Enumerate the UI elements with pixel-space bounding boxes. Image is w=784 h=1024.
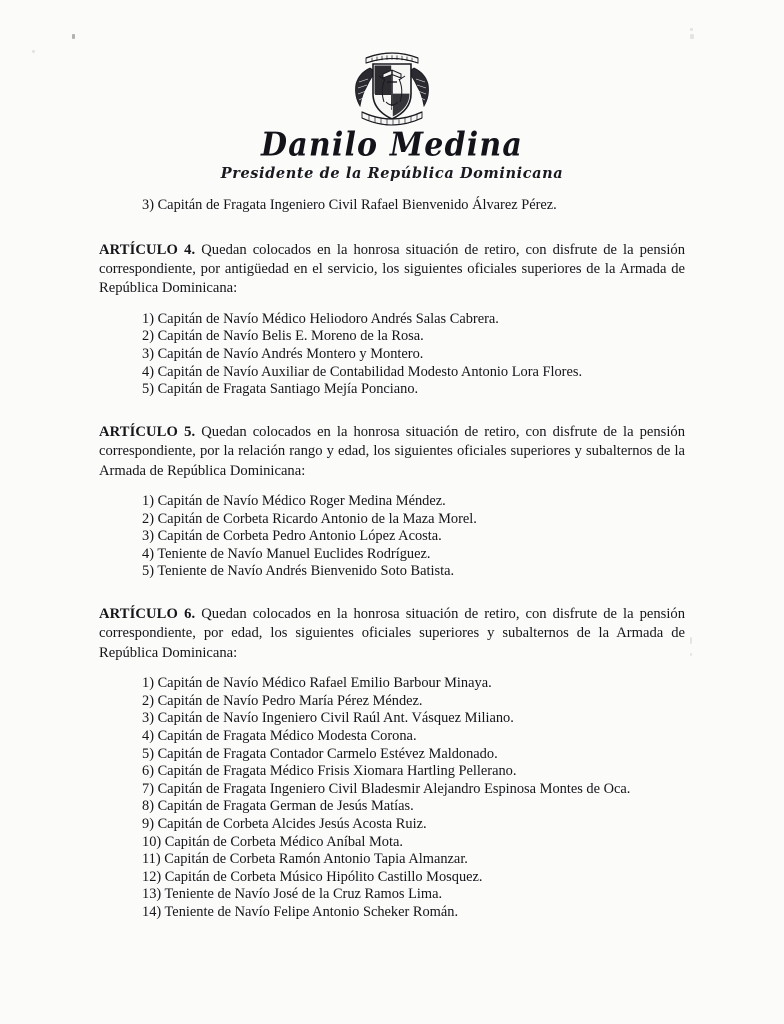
- list-item: 2) Capitán de Navío Pedro María Pérez Méndez.: [142, 692, 423, 709]
- scan-speckle: [690, 637, 692, 644]
- list-item: 11) Capitán de Corbeta Ramón Antonio Tapia Almanzar.: [142, 851, 468, 868]
- article-4-text: Quedan colocados en la honrosa situación de retiro, con disfrute de la pensión correspondiente, por antigüedad en el servicio, los siguientes oficiales superiores de la Armada de República Dominicana:: [99, 241, 686, 297]
- article-5-text: Quedan colocados en la honrosa situación de retiro, con disfrute de la pensión correspondiente, por la relación rango y edad, los siguientes oficiales superiores y subalternos de la Armada de República Dominicana:: [99, 423, 686, 479]
- list-item: 4) Teniente de Navío Manuel Euclides Rodríguez.: [142, 545, 431, 562]
- list-item: 10) Capitán de Corbeta Médico Aníbal Mota.: [142, 833, 403, 850]
- letterhead: [0, 46, 784, 182]
- list-item: 3) Capitán de Fragata Ingeniero Civil Rafael Bienvenido Álvarez Pérez.: [142, 197, 557, 213]
- list-item: 8) Capitán de Fragata German de Jesús Matías.: [142, 798, 414, 815]
- list-item: 7) Capitán de Fragata Ingeniero Civil Bladesmir Alejandro Espinosa Montes de Oca.: [142, 780, 631, 797]
- list-item: 4) Capitán de Navío Auxiliar de Contabilidad Modesto Antonio Lora Flores.: [142, 363, 583, 380]
- scan-speckle: [690, 34, 694, 39]
- list-item: 3) Capitán de Corbeta Pedro Antonio López Acosta.: [142, 528, 442, 545]
- list-item: 5) Teniente de Navío Andrés Bienvenido Soto Batista.: [142, 563, 455, 580]
- article-4-label: ARTÍCULO 4.: [99, 241, 196, 258]
- article-4-paragraph: [99, 241, 685, 299]
- list-item: 6) Capitán de Fragata Médico Frisis Xiomara Hartling Pellerano.: [142, 763, 517, 780]
- list-item: 1) Capitán de Navío Médico Heliodoro Andrés Salas Cabrera.: [142, 310, 499, 327]
- continued-item-list: [142, 197, 685, 215]
- scan-speckle: [72, 34, 75, 39]
- list-item: 9) Capitán de Corbeta Alcides Jesús Acosta Ruiz.: [142, 815, 427, 832]
- coat-of-arms-icon: [346, 46, 438, 132]
- list-item: 5) Capitán de Fragata Santiago Mejía Ponciano.: [142, 381, 419, 398]
- list-item: 3) Capitán de Navío Ingeniero Civil Raúl Ant. Vásquez Miliano.: [142, 710, 514, 727]
- list-item: 4) Capitán de Fragata Médico Modesta Corona.: [142, 727, 417, 744]
- document-body: [99, 197, 685, 922]
- list-item: 14) Teniente de Navío Felipe Antonio Scheker Román.: [142, 903, 459, 920]
- list-item: 12) Capitán de Corbeta Músico Hipólito Castillo Mosquez.: [142, 868, 483, 885]
- list-item: 3) Capitán de Navío Andrés Montero y Montero.: [142, 346, 424, 362]
- article-4-item-list: [142, 311, 685, 399]
- article-5-item-list: [142, 493, 685, 581]
- article-6-paragraph: [99, 605, 685, 663]
- scan-speckle: [690, 28, 693, 31]
- list-item: 2) Capitán de Navío Belis E. Moreno de la Rosa.: [142, 328, 424, 345]
- list-item: 1) Capitán de Navío Médico Rafael Emilio Barbour Minaya.: [142, 675, 492, 692]
- article-5-paragraph: [99, 423, 685, 481]
- signature-title: Presidente de la República Dominicana: [220, 164, 564, 183]
- article-5-label: ARTÍCULO 5.: [99, 423, 196, 440]
- scan-speckle: [690, 653, 692, 656]
- article-6-label: ARTÍCULO 6.: [99, 605, 196, 622]
- signature-name: Danilo Medina: [260, 126, 524, 165]
- list-item: 5) Capitán de Fragata Contador Carmelo Estévez Maldonado.: [142, 745, 498, 762]
- list-item: 2) Capitán de Corbeta Ricardo Antonio de la Maza Morel.: [142, 510, 477, 527]
- article-6-text: Quedan colocados en la honrosa situación de retiro, con disfrute de la pensión correspondiente, por edad, los siguientes oficiales superiores y subalternos de la Armada de República Dominicana:: [99, 605, 686, 661]
- list-item: 13) Teniente de Navío José de la Cruz Ramos Lima.: [142, 886, 443, 903]
- article-6-item-list: [142, 675, 685, 921]
- list-item: 1) Capitán de Navío Médico Roger Medina Méndez.: [142, 493, 446, 509]
